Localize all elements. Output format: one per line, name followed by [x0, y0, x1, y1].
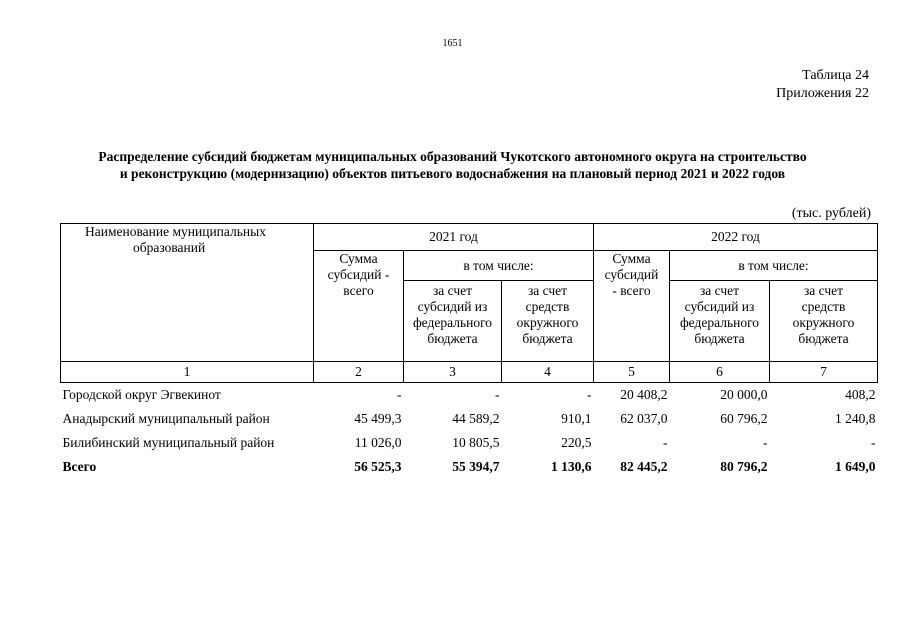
appendix-number: Приложения 22 [776, 86, 869, 101]
cell-total-2022: 20 408,2 [620, 387, 668, 402]
cell-federal-2022: 20 000,0 [720, 387, 768, 402]
column-number: 6 [670, 362, 770, 383]
municipality-name: Городской округ Эгвекинот [62, 387, 221, 402]
header-municipality-name: Наименование муниципальных образований [61, 224, 314, 362]
cell-total-2021: 45 499,3 [354, 411, 402, 426]
cell-total-2021: - [397, 387, 402, 402]
header-row-1 [61, 224, 878, 251]
cell-district-2021: 910,1 [561, 411, 592, 426]
total-federal-2022: 80 796,2 [720, 459, 768, 474]
cell-federal-2021: - [495, 387, 500, 402]
header-district-2022: за счет средств окружного бюджета [770, 281, 878, 362]
cell-federal-2022: - [763, 435, 768, 450]
cell-district-2022: 408,2 [845, 387, 876, 402]
header-year-2022: 2022 год [594, 224, 878, 251]
total-district-2022: 1 649,0 [835, 459, 876, 474]
header-district-2021: за счет средств окружного бюджета [502, 281, 594, 362]
column-number: 7 [770, 362, 878, 383]
total-sum-2022: 82 445,2 [620, 459, 668, 474]
units-label: (тыс. рублей) [791, 206, 871, 221]
column-number: 1 [61, 362, 314, 383]
column-number: 5 [594, 362, 670, 383]
table-row [61, 407, 878, 431]
total-sum-2021: 56 525,3 [354, 459, 402, 474]
municipality-name: Билибинский муниципальный район [62, 435, 275, 450]
cell-federal-2021: 44 589,2 [452, 411, 500, 426]
header-federal-2022: за счет субсидий из федерального бюджета [670, 281, 770, 362]
table-row [61, 383, 878, 408]
header-year-2021: 2021 год [314, 224, 594, 251]
cell-district-2022: 1 240,8 [835, 411, 876, 426]
column-number: 3 [404, 362, 502, 383]
cell-total-2022: 62 037,0 [620, 411, 668, 426]
cell-district-2022: - [871, 435, 876, 450]
table-row [61, 431, 878, 455]
total-label: Всего [62, 459, 97, 474]
header-federal-2021: за счет субсидий из федерального бюджета [404, 281, 502, 362]
total-row [61, 455, 878, 479]
cell-total-2021: 11 026,0 [354, 435, 402, 450]
column-number: 2 [314, 362, 404, 383]
header-total-2021: Сумма субсидий - всего [314, 251, 404, 362]
cell-district-2021: - [587, 387, 592, 402]
cell-federal-2021: 10 805,5 [452, 435, 500, 450]
document-title-line-1: Распределение субсидий бюджетам муниципальных образований Чукотского автономного округа на строительство [98, 149, 807, 164]
table-reference [776, 67, 869, 103]
document-title-line-2: и реконструкцию (модернизацию) объектов питьевого водоснабжения на плановый период 2021 и 2022 годов [119, 166, 786, 181]
column-number-row [61, 362, 878, 383]
subsidy-table [60, 223, 878, 479]
cell-total-2022: - [663, 435, 668, 450]
header-total-2022: Сумма субсидий - всего [594, 251, 670, 362]
cell-district-2021: 220,5 [561, 435, 592, 450]
total-district-2021: 1 130,6 [551, 459, 592, 474]
total-federal-2021: 55 394,7 [452, 459, 500, 474]
header-including-2022: в том числе: [670, 251, 878, 281]
page-number: 1651 [442, 38, 463, 49]
document-title [40, 148, 865, 182]
header-including-2021: в том числе: [404, 251, 594, 281]
cell-federal-2022: 60 796,2 [720, 411, 768, 426]
municipality-name: Анадырский муниципальный район [62, 411, 270, 426]
column-number: 4 [502, 362, 594, 383]
table-number: Таблица 24 [802, 68, 869, 83]
